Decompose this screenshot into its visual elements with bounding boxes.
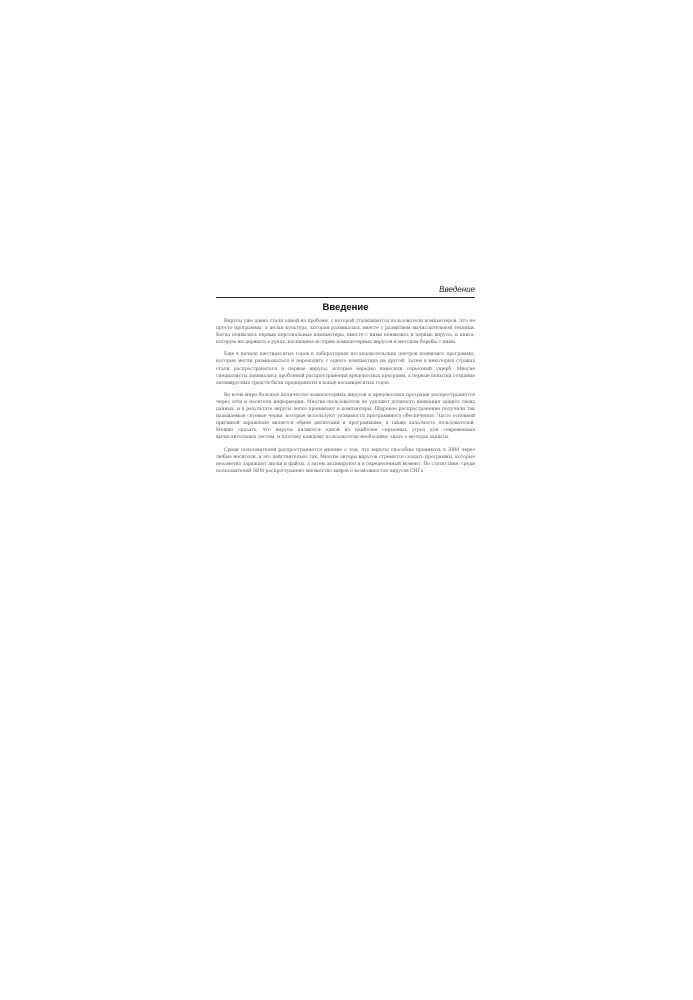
paragraph: Во всем мире большое количество компьютерных вирусов и вредоносных программ распространяется через сети и носители информации. Многие пользователи не уделяют должного внимания защите своих данных, и в результате вирусы легко проникают в компьютеры. Широкое распространение получили так называемые сетевые черви, которые используют уязвимости программного обеспечения. Часто основной причиной заражения является обмен дискетами и программами, а также халатность пользователей. Можно сказать, что вирусы являются одной из наиболее серьезных угроз для современных вычислительных систем, и поэтому каждому пользователю необходимо знать о методах защиты. [216, 392, 475, 441]
book-page [216, 285, 475, 765]
paragraph: Среди пользователей распространяется мнение о том, что вирусы способны проникать в ЭВМ через любые носители, и это действительно так. Многие авторы вирусов стремятся создать программы, которые незаметно заражают диски и файлы, а затем активируются в определенный момент. По статистике, среди пользователей ЭВМ распространено множество мифов о возможностях вирусов СНГа [216, 447, 475, 474]
chapter-title: Введение [322, 302, 369, 313]
running-head: Введение [439, 285, 475, 294]
paragraph: Вирусы уже давно стали одной из проблем, с которой сталкиваются пользователи компьютеров. Это не просто программы, а целая культура, которая развивалась вместе с развитием вычислительной техники. Когда появились первые персональные компьютеры, вместе с ними появились и первые вирусы, и книга, которую вы держите в руках, посвящена истории компьютерных вирусов и методам борьбы с ними. [216, 319, 475, 346]
paragraph: Еще в начале шестидесятых годов в лабораториях исследовательских центров появились программы, которые могли размножаться и переходить с одного компьютера на другой. Затем в некоторых странах стали распространяться и первые вирусы, которые нередко наносили серьезный ущерб. Многие специалисты занимались проблемой распространения вредоносных программ, а первые попытки создания антивирусных средств были предприняты в конце восьмидесятых годов. [216, 352, 476, 386]
header-rule [216, 297, 475, 298]
body-text [216, 318, 475, 480]
